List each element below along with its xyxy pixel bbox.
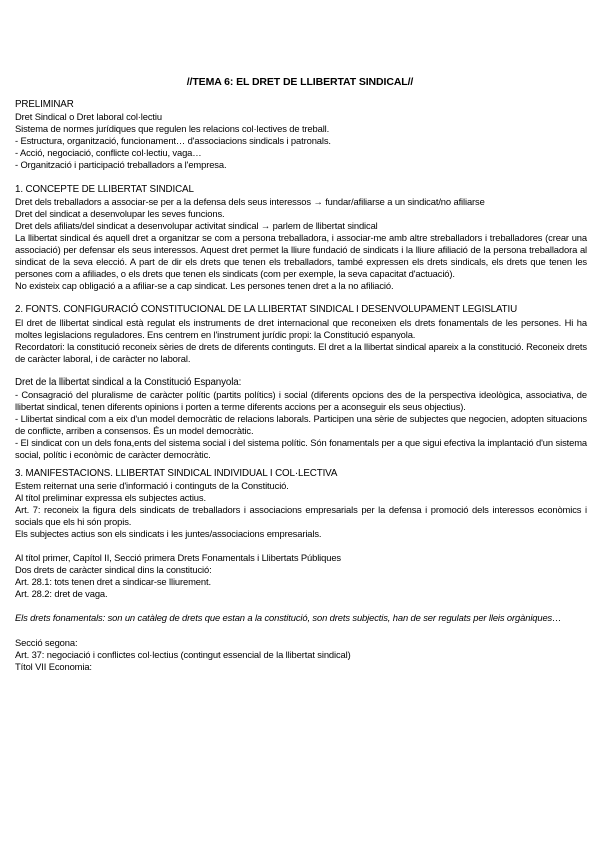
section3-article: Art. 37: negociació i conflictes col·lectius (contingut essencial de la llibertat sindical) [15,648,351,660]
fundamental-rights-note: Els drets fonamentals: son un catàleg de drets que estan a la constitució, son drets subjectis, han de ser regulats per lleis orgàniques… [15,612,562,624]
section2-bullet: - Consagració del pluralisme de caràcter polític (partits polítics) i social (diferents opcions des de la perspectiva ideològica, associativa, de llibertat sindical, tenen diferents opinions i porten a terme diferents accions per a aconseguir els seus objectius). [15,388,587,413]
section1-line: Dret dels treballadors a associar-se per a la defensa dels seus interessos → fundar/afiliarse a un sindicat/no afiliarse [15,195,485,207]
preliminar-line: - Acció, negociació, conflicte col·lectiu, vaga… [15,147,202,159]
document-body [15,99,587,673]
section2-subheading: Dret de la llibertat sindical a la Constitució Espanyola: [15,376,242,388]
section3-title-line: Al títol primer, Capítol II, Secció primera Drets Fonamentals i Llibertats Públiques [15,552,341,564]
section2-paragraph: Recordatori: la constitució reconeix sèries de drets de diferents continguts. El dret a la llibertat sindical apareix a la constitució. Reconeix drets de caràcter laboral, i de caràcter no laboral. [15,340,587,364]
section3-second-part: Secció segona: [15,636,78,648]
section3-line: Estem reiternat una serie d'informació i continguts de la Constitució. [15,479,289,491]
section2-bullet: - El sindicat con un dels fona,ents del sistema social i del sistema polític. Són fonamentals per a que sigui efectiva la implantació d'un sistema social, polític i econòmic de caràcter democràtic. [15,437,587,461]
preliminar-line: - Organització i participació treballadors a l'empresa. [15,159,227,171]
section3-article: Art. 28.1: tots tenen dret a sindicar-se lliurement. [15,576,211,588]
section3-title-line: Títol VII Economia: [15,660,92,672]
section3-article: Art. 7: reconeix la figura dels sindicats de treballadors i associacions empresarials per la defensa i promoció dels interessos econòmics i socials que els hi són propis. [15,503,587,527]
section1-line: Dret dels afiliats/del sindicat a desenvolupar activitat sindical → parlem de llibertat sindical [15,219,378,231]
preliminar-line: Sistema de normes jurídiques que regulen les relacions col·lectives de treball. [15,123,330,135]
section1-paragraph: La llibertat sindical és aquell dret a organitzar se com a persona treballadora, i associar-me amb altre streballadors i treballadores (crear una associació) per defensar els seus interessos. Aquest dret permet la lliure fundació de sindicats i la lliure afiliació de la persona treballadora al sindicat de la seva elecció. A part de dir els drets que tenen els treballadors, també expressen els drets sindicals, els drets que tenen les persones com a afiliades, o els drets que tenen els sindicats (com per exemple, la seva capacitat d'actuació). [15,231,587,280]
section3-heading: 3. MANIFESTACIONS. LLIBERTAT SINDICAL INDIVIDUAL I COL·LECTIVA [15,467,338,479]
section3-line: Els subjectes actius son els sindicats i les juntes/associacions empresarials. [15,528,322,539]
document-title: //TEMA 6: EL DRET DE LLIBERTAT SINDICAL// [186,76,414,88]
section1-heading: 1. CONCEPTE DE LLIBERTAT SINDICAL [15,183,194,195]
section2-heading: 2. FONTS. CONFIGURACIÓ CONSTITUCIONAL DE LA LLIBERTAT SINDICAL I DESENVOLUPAMENT LEGISLATIU [15,304,518,316]
section1-last-line: No existeix cap obligació a a afiliar-se a cap sindicat. Les persones tenen dret a la no afiliació. [15,280,394,292]
preliminar-line: - Estructura, organització, funcionament… d'associacions sindicals i patronals. [15,135,331,147]
section2-bullet: - Llibertat sindical com a eix d'un model democràtic de relacions laborals. Participen una sèrie de subjectes que negocien, adopten situacions de conflicte, arriben a consensos. És un model democràtic. [15,413,587,437]
section3-title-line: Dos drets de caràcter sindical dins la constitució: [15,564,212,576]
section3-article: Art. 28.2: dret de vaga. [15,588,108,600]
section1-line: Dret del sindicat a desenvolupar les seves funcions. [15,207,225,219]
section3-line: Al títol preliminar expressa els subjectes actius. [15,491,206,503]
section2-paragraph: El dret de llibertat sindical està regulat els instruments de dret internacional que reconeixen els drets fonamentals de les persones. Hi ha moltes legislacions reguladores. Ens centrem en l'instrument jurídic propi: la Constitució espanyola. [15,316,587,340]
preliminar-heading: PRELIMINAR [15,99,74,110]
preliminar-line: Dret Sindical o Dret laboral col·lectiu [15,111,162,123]
